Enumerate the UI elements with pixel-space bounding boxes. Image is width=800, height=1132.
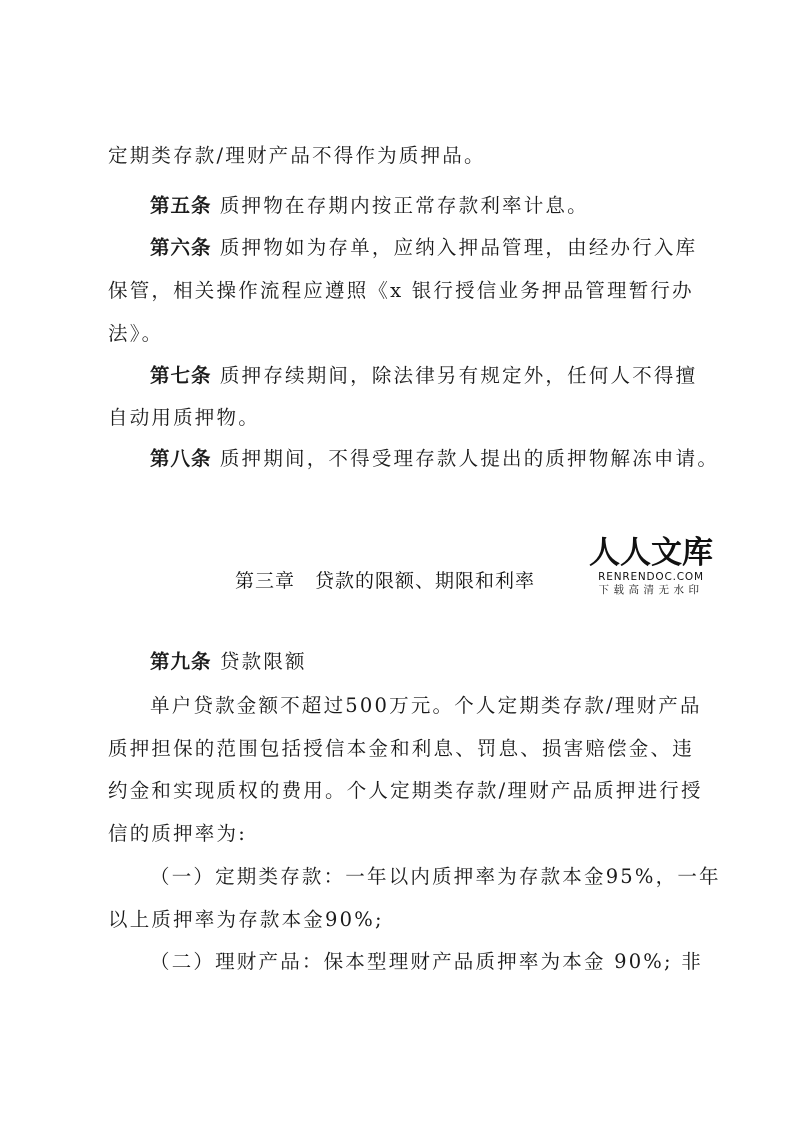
article-label: 第七条 bbox=[150, 364, 212, 387]
text-line: 质押担保的范围包括授信本金和利息、罚息、损害赔偿金、违 bbox=[108, 737, 694, 760]
article-label: 第六条 bbox=[150, 236, 212, 259]
text-line: （二）理财产品：保本型理财产品质押率为本金 90%; 非 bbox=[150, 950, 703, 973]
chapter-heading: 第三章 贷款的限额、期限和利率 bbox=[235, 570, 536, 592]
watermark-logo bbox=[588, 535, 714, 596]
watermark-subtitle: 下载高清无水印 bbox=[598, 583, 704, 596]
watermark-url: RENRENDOC.COM bbox=[598, 571, 704, 583]
article-text: 质押物在存期内按正常存款利率计息。 bbox=[211, 194, 589, 217]
text-line: 法》。 bbox=[108, 322, 164, 345]
article-8 bbox=[150, 449, 719, 469]
text-line: 定期类存款/理财产品不得作为质押品。 bbox=[108, 144, 486, 167]
text-line: 保管，相关操作流程应遵照《x 银行授信业务押品管理暂行办 bbox=[108, 279, 694, 302]
article-label: 第五条 bbox=[150, 194, 212, 217]
text-line: 单户贷款金额不超过500万元。个人定期类存款/理财产品 bbox=[150, 694, 702, 717]
article-label: 第九条 bbox=[150, 650, 212, 673]
text-line: 信的质押率为: bbox=[108, 822, 247, 845]
article-text: 贷款限额 bbox=[211, 650, 307, 673]
article-7 bbox=[150, 366, 697, 386]
article-5 bbox=[150, 196, 589, 216]
text-line: 以上质押率为存款本金90%; bbox=[108, 908, 384, 931]
article-6 bbox=[150, 238, 697, 258]
article-text: 质押物如为存单，应纳入押品管理，由经办行入库 bbox=[211, 236, 698, 259]
text-line: 约金和实现质权的费用。个人定期类存款/理财产品质押进行授 bbox=[108, 779, 703, 802]
article-9 bbox=[150, 652, 307, 672]
text-line: 自动用质押物。 bbox=[108, 406, 260, 429]
article-text: 质押期间，不得受理存款人提出的质押物解冻申请。 bbox=[211, 447, 720, 470]
article-text: 质押存续期间，除法律另有规定外，任何人不得擅 bbox=[211, 364, 698, 387]
watermark-title: 人人文库 bbox=[589, 535, 713, 571]
text-line: （一）定期类存款：一年以内质押率为存款本金95%，一年 bbox=[150, 865, 721, 888]
article-label: 第八条 bbox=[150, 447, 212, 470]
